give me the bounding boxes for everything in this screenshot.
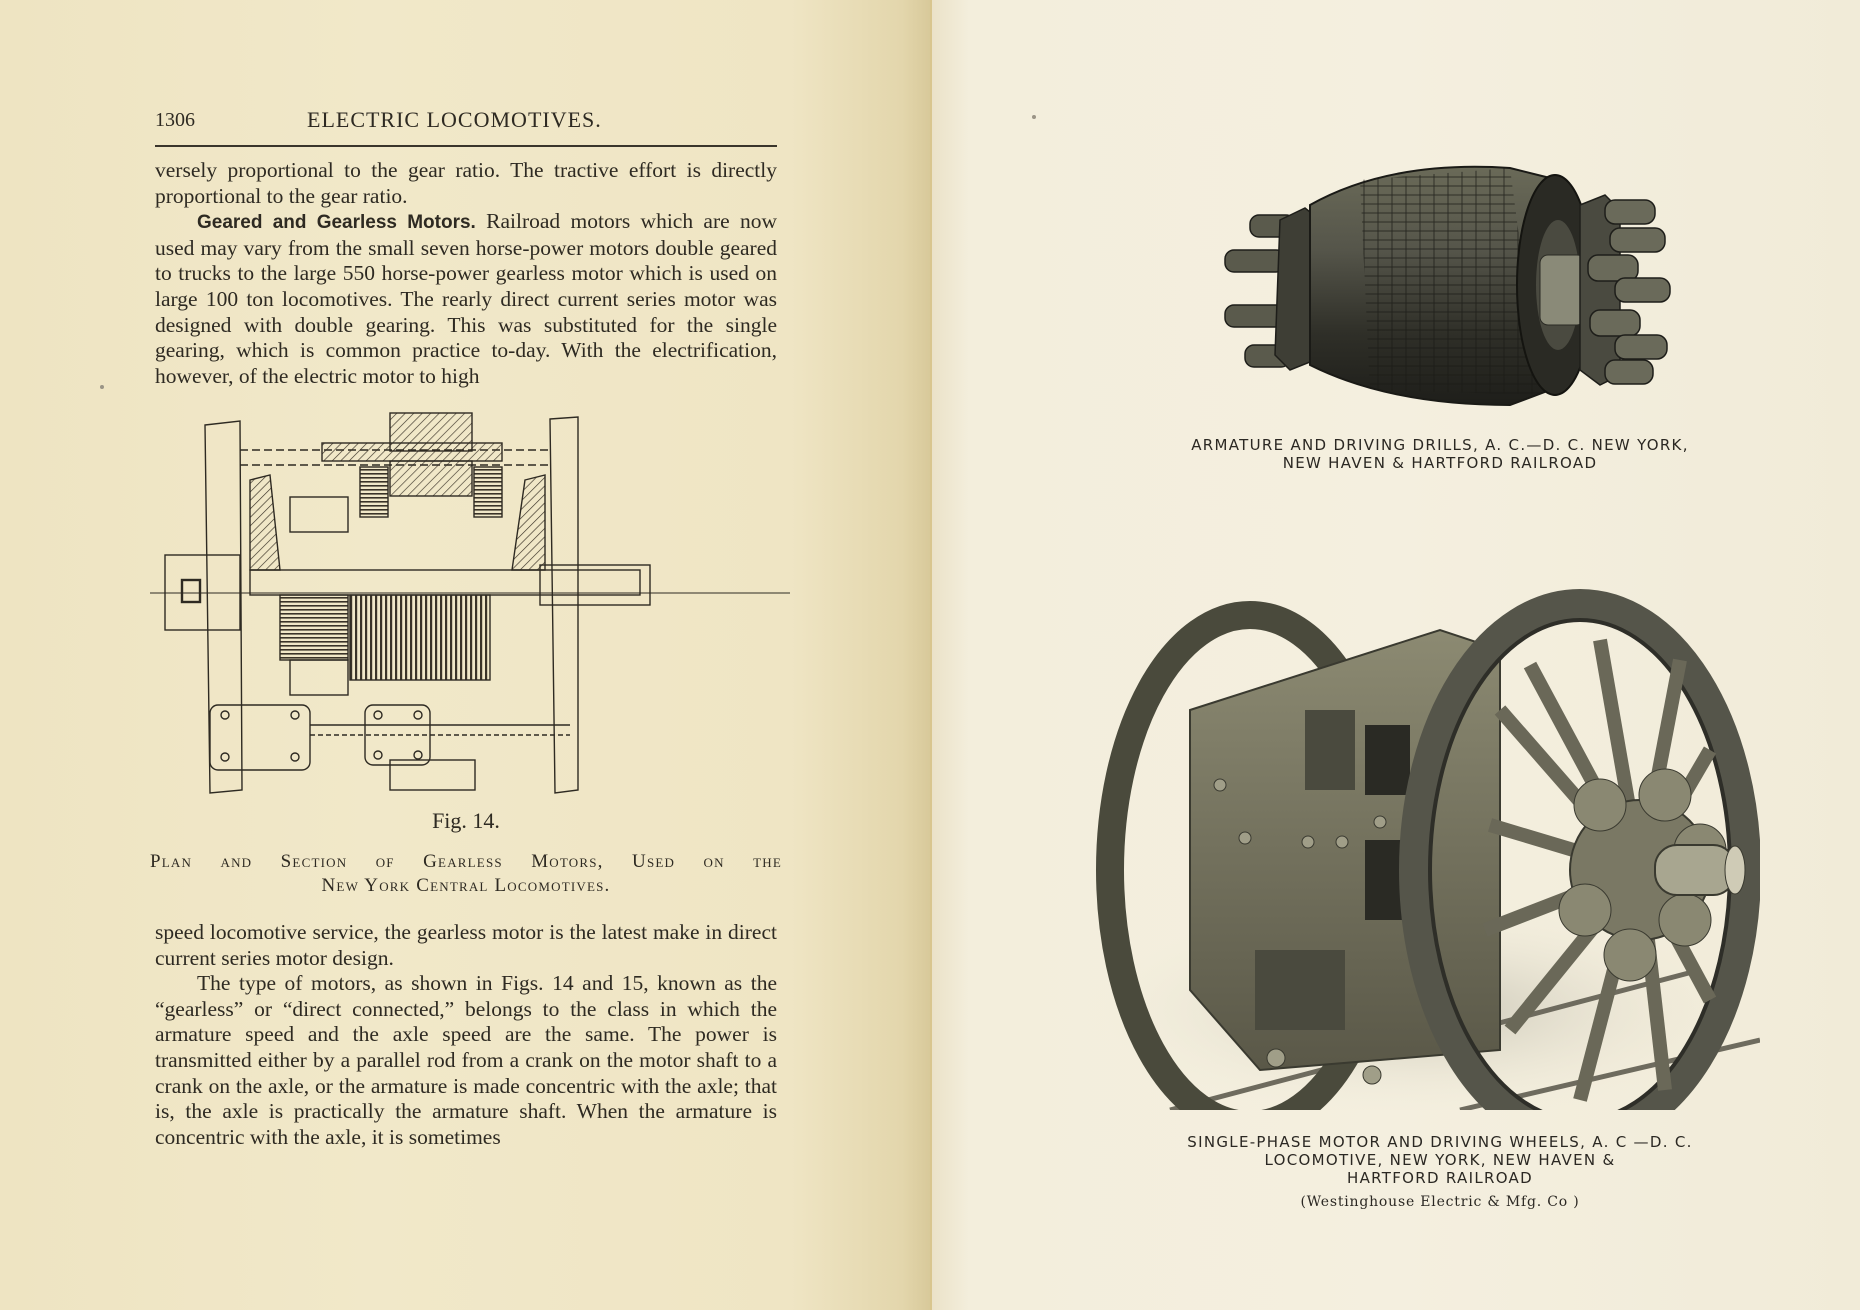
text-block-bottom	[155, 920, 777, 1150]
section-heading: Geared and Gearless Motors.	[197, 212, 476, 234]
motor-and-wheels-photo	[1080, 570, 1760, 1110]
armature-photo	[1210, 150, 1675, 415]
paragraph: speed locomotive service, the gearless motor is the latest make in direct current series motor design.	[155, 920, 777, 970]
caption-line: SINGLE-PHASE MOTOR AND DRIVING WHEELS, A. C —D. C.	[1187, 1133, 1693, 1151]
paper-speck	[100, 385, 104, 389]
caption-line: ARMATURE AND DRIVING DRILLS, A. C.—D. C. NEW YORK,	[1191, 436, 1689, 454]
caption-line: NEW HAVEN & HARTFORD RAILROAD	[1282, 454, 1598, 472]
gearless-motor-diagram	[150, 405, 790, 800]
page-number: 1306	[155, 109, 195, 131]
paper-speck	[1032, 115, 1036, 119]
paragraph: The type of motors, as shown in Figs. 14 and 15, known as the “gearless” or “direct connected,” belongs to the class in which the armature speed and the axle speed are the same. The power is transmitted either by a parallel rod from a crank on the motor shaft to a crank on the axle, or the armature is made concentric with the axle; that is, the axle is practically the armature shaft. When the armature is concentric with the axle, it is sometimes	[155, 971, 777, 1149]
running-head-title: ELECTRIC LOCOMOTIVES.	[307, 107, 602, 132]
paragraph: versely proportional to the gear ratio. The tractive effort is directly proportional to the gear ratio.	[155, 158, 777, 208]
armature-caption	[1130, 436, 1750, 472]
paragraph-text: Railroad motors which are now used may vary from the small seven horse-power motors double geared to trucks to the large 550 horse-power gearless motor which is used on large 100 ton locomotives. The rearly direct current series motor was designed with double gearing. This was substituted for the single gearing, which is common practice to-day. With the electrification, however, of the electric motor to high	[155, 209, 777, 388]
figure-caption-line: Plan and Section of Gearless Motors, Used on the	[150, 851, 782, 872]
running-head	[155, 105, 777, 147]
caption-line: HARTFORD RAILROAD	[1347, 1169, 1533, 1187]
figure-caption-line: New York Central Locomotives.	[321, 875, 611, 896]
paragraph	[155, 209, 777, 389]
figure-label: Fig. 14.	[432, 808, 500, 833]
motor-caption	[1130, 1133, 1750, 1211]
text-block-top	[155, 158, 777, 389]
photo-credit: (Westinghouse Electric & Mfg. Co )	[1300, 1194, 1580, 1210]
figure-caption	[150, 850, 782, 898]
caption-line: LOCOMOTIVE, NEW YORK, NEW HAVEN &	[1264, 1151, 1616, 1169]
